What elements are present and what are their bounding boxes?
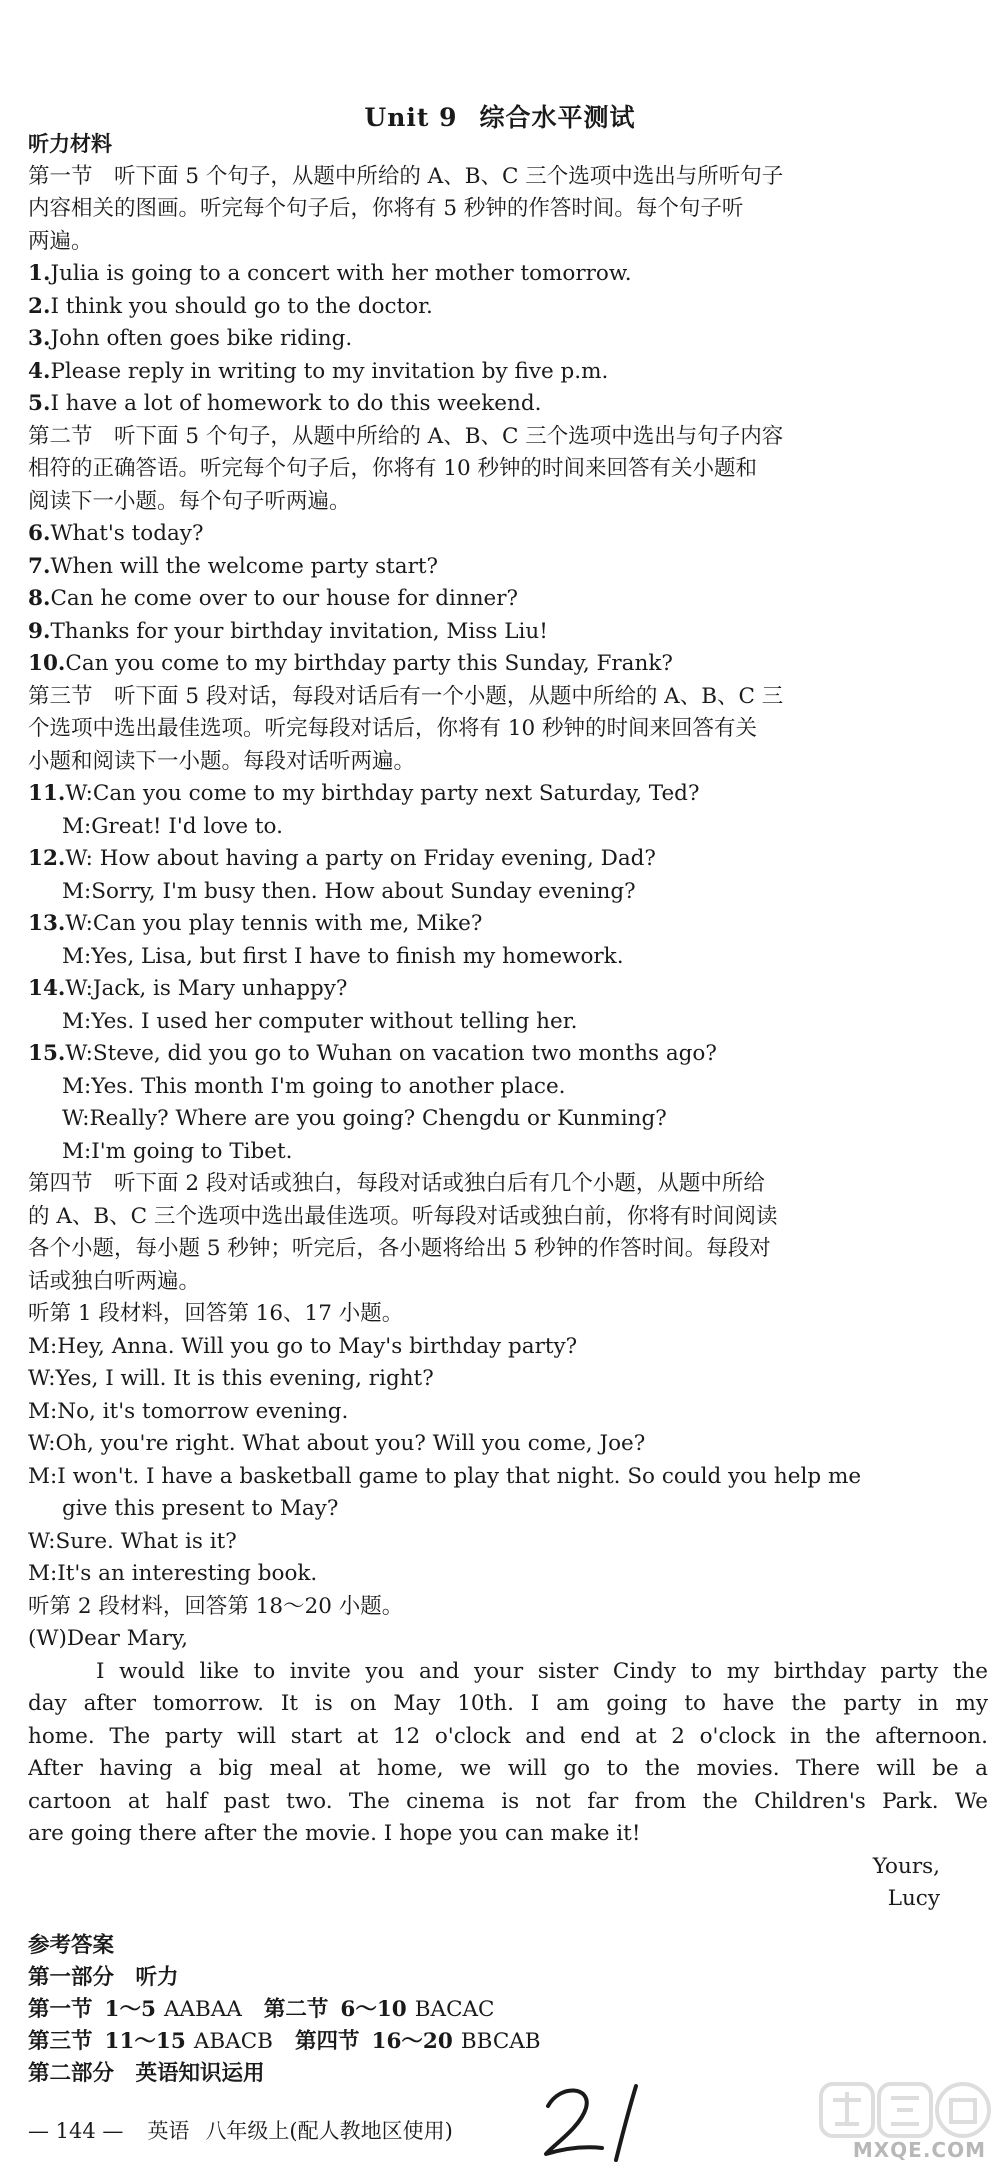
transcript-line	[28, 648, 988, 681]
question-number: 4.	[28, 358, 51, 384]
question-number: 15.	[28, 1041, 66, 1066]
line-text: M:Yes. I used her computer without telling her.	[62, 1008, 578, 1034]
line-text: W:Oh, you're right. What about you? Will you come, Joe?	[28, 1431, 646, 1456]
line-text: 听第 2 段材料，回答第 18～20 小题。	[28, 1593, 404, 1619]
line-text: I would like to invite you and your sister Cindy to my birthday party the	[96, 1658, 988, 1684]
transcript-line	[28, 681, 988, 714]
line-text: W:Can you come to my birthday party next Saturday, Ted?	[65, 781, 700, 806]
line-text: M:I'm going to Tibet.	[62, 1138, 293, 1164]
transcript-line	[28, 1233, 988, 1266]
transcript-line	[28, 1623, 988, 1656]
transcript-line	[28, 876, 988, 909]
line-text: Can you come to my birthday party this Sunday, Frank?	[65, 651, 673, 676]
unit-label: Unit 9	[364, 103, 458, 132]
line-text: 第一节 听下面 5 个句子，从题中所给的 A、B、C 三个选项中选出与所听句子	[28, 163, 784, 189]
transcript-line	[28, 1071, 988, 1104]
line-text: M:No, it's tomorrow evening.	[28, 1398, 349, 1424]
line-text: (W)Dear Mary,	[28, 1626, 189, 1651]
question-number: 5.	[28, 391, 51, 416]
answer-key	[28, 1930, 988, 2090]
transcript-line	[28, 1688, 988, 1721]
line-text: W:Can you play tennis with me, Mike?	[65, 911, 483, 936]
line-text: 听第 1 段材料，回答第 16、17 小题。	[28, 1301, 404, 1326]
transcript-line	[28, 1006, 988, 1039]
line-text: 话或独白听两遍。	[28, 1268, 201, 1294]
line-text: M:Yes. This month I'm going to another place.	[62, 1073, 566, 1099]
line-text: 第三节 听下面 5 段对话，每段对话后有一个小题，从题中所给的 A、B、C 三	[28, 683, 784, 709]
line-text: 第四节 听下面 2 段对话或独白，每段对话或独白后有几个小题，从题中所给	[28, 1171, 765, 1196]
answer-row	[28, 1994, 988, 2026]
line-text: W:Really? Where are you going? Chengdu or Kunming?	[62, 1106, 667, 1131]
transcript-line	[28, 291, 988, 324]
transcript-line	[28, 453, 988, 486]
line-text: W: How about having a party on Friday evening, Dad?	[65, 846, 656, 871]
line-text: W:Jack, is Mary unhappy?	[65, 976, 348, 1001]
transcript-line	[28, 1721, 988, 1754]
line-text: Julia is going to a concert with her mother tomorrow.	[50, 261, 632, 286]
line-text: What's today?	[50, 521, 204, 546]
answer-section-label: 第三节	[28, 2028, 93, 2054]
line-text: day after tomorrow. It is on May 10th. I am going to have the party in my	[28, 1691, 988, 1716]
transcript-line	[28, 1428, 988, 1461]
transcript-line	[28, 1656, 988, 1689]
transcript-line	[28, 1266, 988, 1299]
answers-header: 参考答案	[28, 1932, 115, 1958]
page-number: — 144 —	[28, 2119, 124, 2143]
answer-section-label: 第四节	[294, 2028, 360, 2054]
transcript-line	[28, 226, 988, 259]
line-text: 个选项中选出最佳选项。听完每段对话后，你将有 10 秒钟的时间来回答有关	[28, 716, 758, 741]
line-text: 第二节 听下面 5 个句子，从题中所给的 A、B、C 三个选项中选出与句子内容	[28, 423, 784, 449]
transcript-line	[28, 583, 988, 616]
transcript-line	[28, 1591, 988, 1624]
question-number: 6.	[28, 521, 51, 546]
transcript-line	[28, 1038, 988, 1071]
transcript-line	[28, 323, 988, 356]
signature-closing: Yours,	[872, 1853, 940, 1879]
answer-value: BACAC	[414, 1996, 495, 2022]
line-text: M:Great! I'd love to.	[62, 813, 283, 839]
question-number: 2.	[28, 293, 51, 319]
transcript-line	[28, 518, 988, 551]
line-text: I have a lot of homework to do this weekend.	[50, 391, 542, 416]
transcript-line	[28, 941, 988, 974]
listening-transcript	[28, 161, 988, 1851]
answer-row	[28, 2026, 988, 2058]
transcript-line	[28, 486, 988, 519]
transcript-line	[28, 1168, 988, 1201]
line-text: Can he come over to our house for dinner?	[50, 586, 519, 611]
answer-section-label: 第二节	[263, 1996, 329, 2022]
transcript-line	[28, 908, 988, 941]
line-text: 的 A、B、C 三个选项中选出最佳选项。听每段对话或独白前，你将有时间阅读	[28, 1203, 778, 1229]
signature-name: Lucy	[887, 1886, 940, 1911]
question-number: 10.	[28, 651, 66, 676]
transcript-line	[28, 161, 988, 194]
answer-range: 11～15	[104, 2028, 186, 2054]
transcript-line	[28, 811, 988, 844]
question-number: 12.	[28, 846, 66, 871]
line-text: M:I won't. I have a basketball game to play that night. So could you help me	[28, 1463, 862, 1489]
line-text: When will the welcome party start?	[50, 553, 439, 579]
transcript-line	[28, 1558, 988, 1591]
transcript-line	[28, 356, 988, 389]
transcript-line	[28, 1753, 988, 1786]
transcript-line	[28, 973, 988, 1006]
answers-part1: 第一部分 听力	[28, 1964, 179, 1990]
transcript-line	[28, 843, 988, 876]
answer-value: BBCAB	[460, 2028, 541, 2054]
transcript-line	[28, 1103, 988, 1136]
line-text: M:Yes, Lisa, but first I have to finish my homework.	[62, 943, 624, 969]
line-text: Thanks for your birthday invitation, Miss Liu!	[50, 618, 548, 644]
transcript-line	[28, 1396, 988, 1429]
line-text: Please reply in writing to my invitation by five p.m.	[50, 358, 609, 384]
transcript-line	[28, 388, 988, 421]
transcript-line	[28, 1363, 988, 1396]
transcript-line	[28, 1298, 988, 1331]
line-text: W:Steve, did you go to Wuhan on vacation two months ago?	[65, 1041, 717, 1066]
answer-value: ABACB	[193, 2028, 273, 2054]
answer-range: 16～20	[371, 2028, 453, 2054]
line-text: 阅读下一小题。每个句子听两遍。	[28, 488, 351, 514]
line-text: M:It's an interesting book.	[28, 1561, 318, 1586]
line-text: M:Hey, Anna. Will you go to May's birthday party?	[28, 1333, 578, 1359]
transcript-line	[28, 421, 988, 454]
line-text: are going there after the movie. I hope you can make it!	[28, 1821, 641, 1846]
answer-section-label: 第一节	[28, 1996, 93, 2022]
transcript-line	[28, 1201, 988, 1234]
transcript-line	[28, 1526, 988, 1559]
line-text: 相符的正确答语。听完每个句子后，你将有 10 秒钟的时间来回答有关小题和	[28, 456, 758, 481]
line-text: 小题和阅读下一小题。每段对话听两遍。	[28, 748, 416, 774]
line-text: 各个小题，每小题 5 秒钟；听完后，各小题将给出 5 秒钟的作答时间。每段对	[28, 1236, 771, 1261]
question-number: 7.	[28, 553, 51, 579]
footer-grade: 八年级上(配人教地区使用)	[205, 2119, 453, 2143]
content-body	[28, 128, 988, 2090]
question-number: 9.	[28, 618, 51, 644]
transcript-line	[28, 258, 988, 291]
transcript-line	[28, 1493, 988, 1526]
transcript-line	[28, 551, 988, 584]
line-text: John often goes bike riding.	[50, 326, 353, 351]
question-number: 3.	[28, 326, 51, 351]
transcript-line	[28, 1136, 988, 1169]
transcript-line	[28, 713, 988, 746]
line-text: I think you should go to the doctor.	[50, 293, 433, 319]
line-text: W:Yes, I will. It is this evening, right?	[28, 1366, 434, 1391]
letter-signature	[28, 1851, 988, 1916]
answers-part2: 第二部分 英语知识运用	[28, 2060, 265, 2086]
transcript-line	[28, 616, 988, 649]
line-text: home. The party will start at 12 o'clock and end at 2 o'clock in the afternoon.	[28, 1723, 988, 1749]
question-number: 1.	[28, 261, 51, 286]
answer-range: 6～10	[340, 1996, 407, 2022]
line-text: 内容相关的图画。听完每个句子后，你将有 5 秒钟的作答时间。每个句子听	[28, 196, 744, 221]
line-text: W:Sure. What is it?	[28, 1528, 237, 1554]
question-number: 14.	[28, 976, 66, 1001]
question-number: 13.	[28, 911, 66, 936]
line-text: cartoon at half past two. The cinema is not far from the Children's Park. We	[28, 1788, 988, 1814]
watermark-text: MXQE.COM	[852, 2138, 986, 2162]
page-footer	[28, 2115, 453, 2145]
transcript-line	[28, 1818, 988, 1851]
answer-range: 1～5	[104, 1996, 156, 2022]
footer-subject: 英语	[147, 2119, 190, 2143]
question-number: 8.	[28, 586, 51, 611]
transcript-line	[28, 778, 988, 811]
transcript-line	[28, 1786, 988, 1819]
transcript-line	[28, 1331, 988, 1364]
transcript-line	[28, 746, 988, 779]
question-number: 11.	[28, 781, 66, 806]
test-name: 综合水平测试	[479, 103, 636, 132]
listening-header: 听力材料	[28, 132, 112, 156]
transcript-line	[28, 1461, 988, 1494]
line-text: give this present to May?	[62, 1496, 339, 1521]
line-text: M:Sorry, I'm busy then. How about Sunday evening?	[62, 878, 636, 904]
transcript-line	[28, 193, 988, 226]
line-text: 两遍。	[28, 228, 93, 254]
handwritten-mark	[540, 2076, 660, 2166]
line-text: After having a big meal at home, we will go to the movies. There will be a	[28, 1756, 988, 1781]
answer-value: AABAA	[163, 1996, 242, 2022]
